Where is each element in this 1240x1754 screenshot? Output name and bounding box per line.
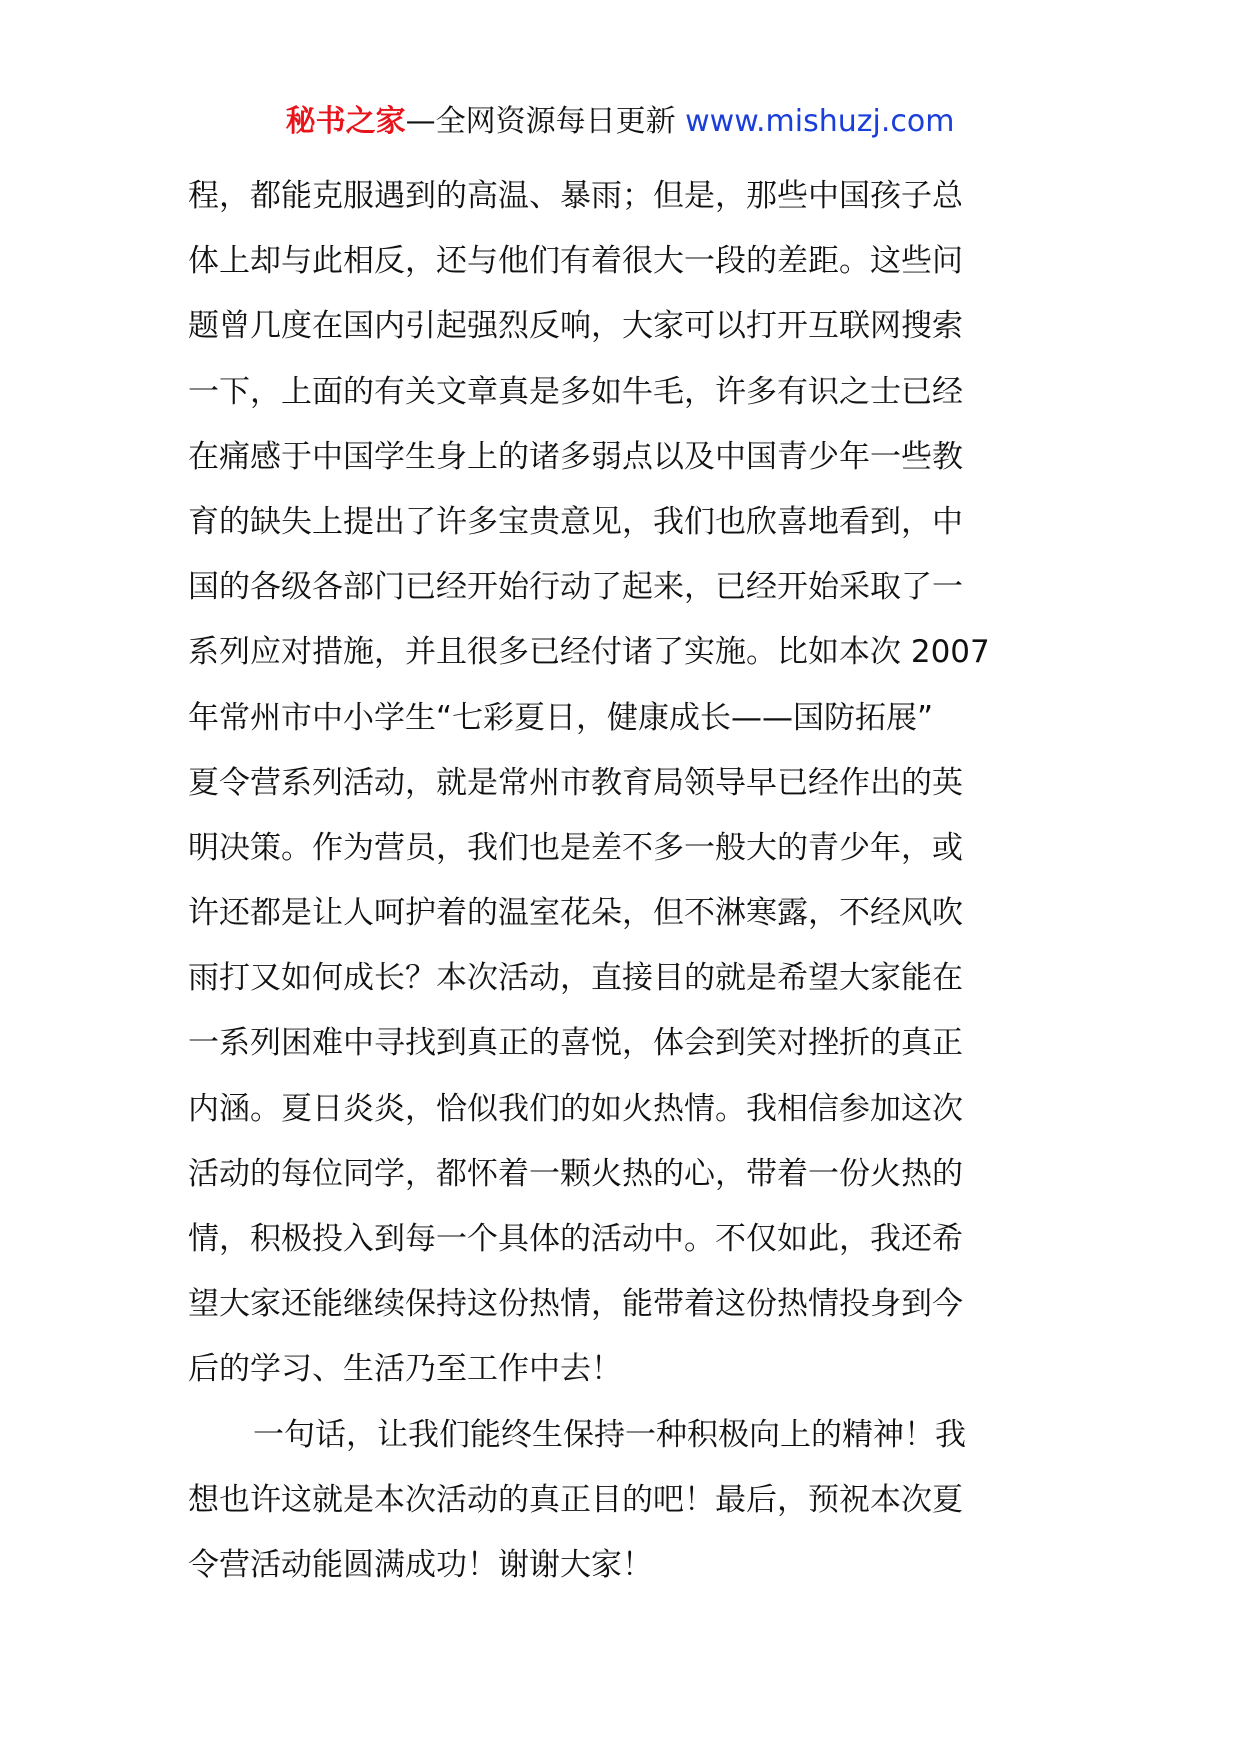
- text-line: 程，都能克服遇到的高温、暴雨；但是，那些中国孩子总: [188, 178, 963, 214]
- text-line: 后的学习、生活乃至工作中去！: [188, 1351, 622, 1388]
- text-line: 国的各级各部门已经开始行动了起来，已经开始采取了一: [188, 569, 963, 606]
- text-line: 雨打又如何成长？本次活动，直接目的就是希望大家能在: [188, 960, 963, 997]
- text-line: 一句话，让我们能终生保持一种积极向上的精神！我: [253, 1416, 966, 1453]
- text-line: 情，积极投入到每一个具体的活动中。不仅如此，我还希: [188, 1221, 963, 1257]
- text-line: 一下，上面的有关文章真是多如牛毛，许多有识之士已经: [188, 373, 963, 410]
- text-line: 年常州市中小学生“七彩夏日，健康成长——国防拓展”: [188, 699, 934, 736]
- text-line: 题曾几度在国内引起强烈反响，大家可以打开互联网搜索: [188, 308, 963, 345]
- text-line: 令营活动能圆满成功！谢谢大家！: [188, 1546, 653, 1583]
- text-line: 体上却与此相反，还与他们有着很大一段的差距。这些问: [188, 243, 963, 280]
- header-tagline: —全网资源每日更新: [405, 104, 676, 139]
- text-line: 许还都是让人呵护着的温室花朵，但不淋寒露，不经风吹: [188, 895, 963, 932]
- text-line: 系列应对措施，并且很多已经付诸了实施。比如本次 2007: [188, 634, 990, 671]
- text-line: 夏令营系列活动，就是常州市教育局领导早已经作出的英: [188, 764, 963, 801]
- text-line: 明决策。作为营员，我们也是差不多一般大的青少年，或: [188, 829, 963, 866]
- text-line: 望大家还能继续保持这份热情，能带着这份热情投身到今: [188, 1286, 963, 1323]
- site-url-link[interactable]: www.mishuzj.com: [685, 104, 955, 139]
- text-line: 想也许这就是本次活动的真正目的吧！最后，预祝本次夏: [188, 1481, 963, 1518]
- text-line: 活动的每位同学，都怀着一颗火热的心，带着一份火热的: [188, 1155, 963, 1192]
- text-line: 在痛感于中国学生身上的诸多弱点以及中国青少年一些教: [188, 438, 963, 475]
- text-line: 内涵。夏日炎炎，恰似我们的如火热情。我相信参加这次: [188, 1090, 963, 1127]
- document-body: [188, 164, 1048, 1598]
- page-header: [0, 100, 1240, 144]
- text-line: 育的缺失上提出了许多宝贵意见，我们也欣喜地看到，中: [188, 503, 963, 540]
- brand-name: 秘书之家: [285, 104, 406, 139]
- text-line: 一系列困难中寻找到真正的喜悦，体会到笑对挫折的真正: [188, 1025, 963, 1062]
